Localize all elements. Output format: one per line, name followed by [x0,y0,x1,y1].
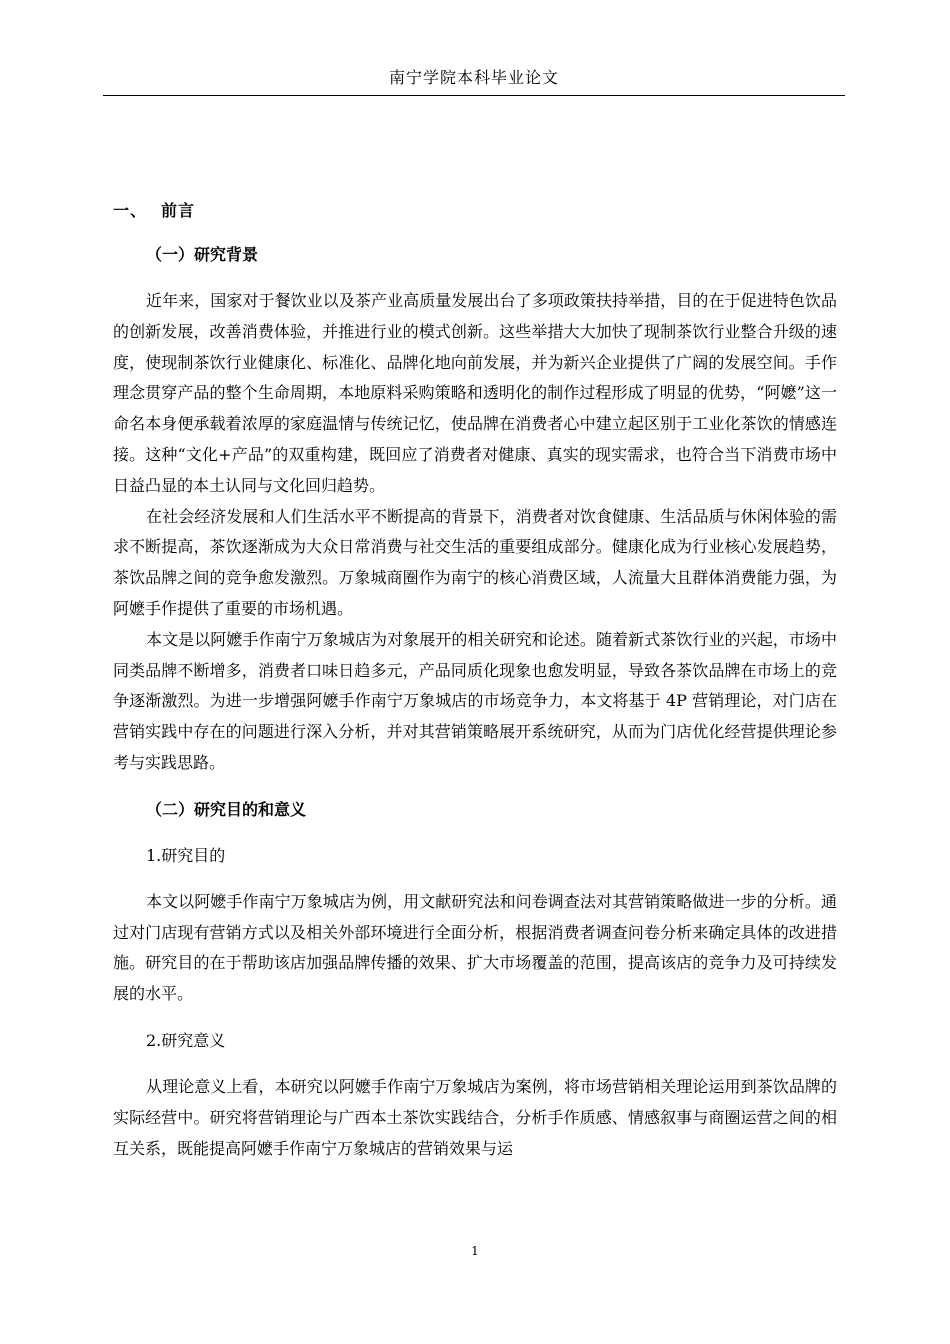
background-paragraph-1: 近年来，国家对于餐饮业以及茶产业高质量发展出台了多项政策扶持举措，目的在于促进特色饮品的创新发展，改善消费体验，并推进行业的模式创新。这些举措大大加快了现制茶饮行业整合升级的速度，使现制茶饮行业健康化、标准化、品牌化地向前发展，并为新兴企业提供了广阔的发展空间。手作理念贯穿产品的整个生命周期，本地原料采购策略和透明化的制作过程形成了明显的优势，“阿嬷”这一命名本身便承载着浓厚的家庭温情与传统记忆，使品牌在消费者心中建立起区别于工业化茶饮的情感连接。这种“文化+产品”的双重构建，既回应了消费者对健康、真实的现实需求，也符合当下消费市场中日益凸显的本土认同与文化回归趋势。 [113,291,837,495]
page-number: 1 [471,1244,479,1258]
section-title: 前言 [161,201,196,220]
purpose-paragraph: 本文以阿嬷手作南宁万象城店为例，用文献研究法和问卷调查法对其营销策略做进一步的分析。通过对门店现有营销方式以及相关外部环境进行全面分析，根据消费者调查问卷分析来确定具体的改进措施。研究目的在于帮助该店加强品牌传播的效果、扩大市场覆盖的范围，提高该店的竞争力及可持续发展的水平。 [113,891,837,1004]
section-heading [113,196,837,226]
subsection-heading-background: （一）研究背景 [146,245,259,264]
background-paragraph-2: 在社会经济发展和人们生活水平不断提高的背景下，消费者对饮食健康、生活品质与休闲体验的需求不断提高，茶饮逐渐成为大众日常消费与社交生活的重要组成部分。健康化成为行业核心发展趋势，茶饮品牌之间的竞争愈发激烈。万象城商圈作为南宁的核心消费区域，人流量大且群体消费能力强，为阿嬷手作提供了重要的市场机遇。 [113,506,837,618]
running-header: 南宁学院本科毕业论文 [388,68,559,87]
subsection-heading-purpose-significance: （二）研究目的和意义 [146,799,307,819]
significance-paragraph: 从理论意义上看，本研究以阿嬷手作南宁万象城店为案例，将市场营销相关理论运用到茶饮品牌的实际经营中。研究将营销理论与广西本土茶饮实践结合，分析手作质感、情感叙事与商圈运营之间的相互关系，既能提高阿嬷手作南宁万象城店的营销效果与运 [113,1076,837,1158]
purpose-heading: 1.研究目的 [146,845,226,865]
significance-heading: 2.研究意义 [146,1030,226,1050]
header-rule [103,95,845,96]
section-number: 一、 [113,201,148,220]
page-body [113,196,837,1164]
background-paragraph-3: 本文是以阿嬷手作南宁万象城店为对象展开的相关研究和论述。随着新式茶饮行业的兴起，市场中同类品牌不断增多，消费者口味日趋多元，产品同质化现象也愈发明显，导致各茶饮品牌在市场上的竞争逐渐激烈。为进一步增强阿嬷手作南宁万象城店的市场竞争力，本文将基于 4P 营销理论，对门店在营销实践中存在的问题进行深入分析，并对其营销策略展开系统研究，从而为门店优化经营提供理论参考与实践思路。 [113,629,837,772]
